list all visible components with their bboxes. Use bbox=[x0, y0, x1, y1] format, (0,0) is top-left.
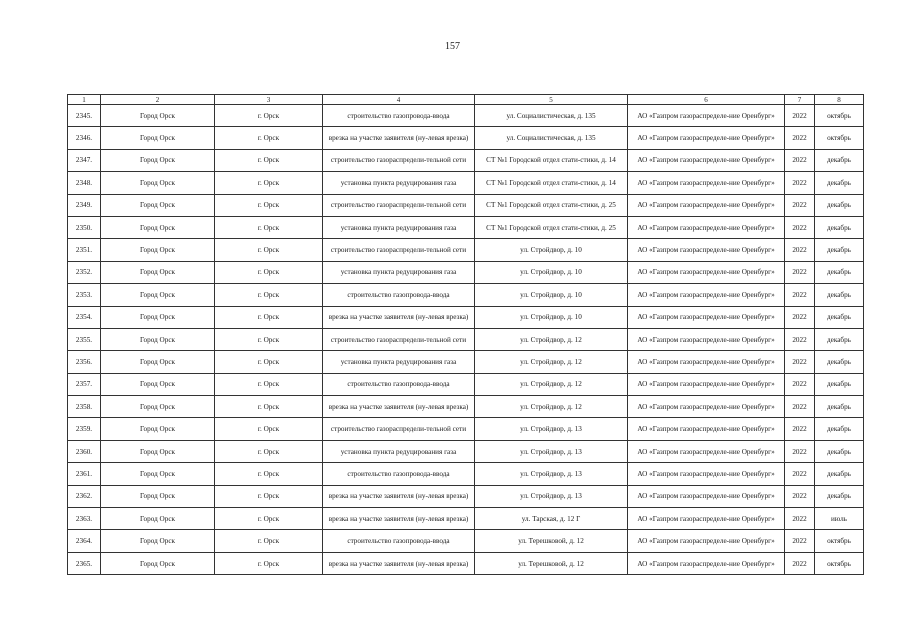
month-cell: декабрь bbox=[815, 306, 864, 328]
table-row bbox=[68, 216, 864, 238]
address-cell: ул. Тарская, д. 12 Г bbox=[475, 508, 628, 530]
year-cell: 2022 bbox=[785, 261, 815, 283]
locality-cell: г. Орск bbox=[215, 216, 323, 238]
year-cell: 2022 bbox=[785, 351, 815, 373]
address-cell: ул. Стройдвор, д. 12 bbox=[475, 396, 628, 418]
work-type-cell: строительство газопровода-ввода bbox=[323, 530, 475, 552]
row-number: 2355. bbox=[68, 328, 101, 350]
row-number: 2359. bbox=[68, 418, 101, 440]
organization-cell: АО «Газпром газораспределе-ние Оренбург» bbox=[628, 328, 785, 350]
locality-cell: г. Орск bbox=[215, 105, 323, 127]
row-number: 2349. bbox=[68, 194, 101, 216]
municipality-cell: Город Орск bbox=[101, 351, 215, 373]
locality-cell: г. Орск bbox=[215, 149, 323, 171]
row-number: 2345. bbox=[68, 105, 101, 127]
work-type-cell: строительство газораспредели-тельной сети bbox=[323, 194, 475, 216]
organization-cell: АО «Газпром газораспределе-ние Оренбург» bbox=[628, 149, 785, 171]
municipality-cell: Город Орск bbox=[101, 172, 215, 194]
locality-cell: г. Орск bbox=[215, 530, 323, 552]
year-cell: 2022 bbox=[785, 194, 815, 216]
table-row bbox=[68, 127, 864, 149]
work-type-cell: врезка на участке заявителя (ну-левая врезка) bbox=[323, 396, 475, 418]
column-number-row bbox=[68, 95, 864, 105]
locality-cell: г. Орск bbox=[215, 172, 323, 194]
month-cell: декабрь bbox=[815, 172, 864, 194]
work-type-cell: врезка на участке заявителя (ну-левая врезка) bbox=[323, 485, 475, 507]
municipality-cell: Город Орск bbox=[101, 485, 215, 507]
column-header: 5 bbox=[475, 95, 628, 105]
address-cell: ул. Стройдвор, д. 10 bbox=[475, 261, 628, 283]
locality-cell: г. Орск bbox=[215, 127, 323, 149]
month-cell: декабрь bbox=[815, 328, 864, 350]
row-number: 2352. bbox=[68, 261, 101, 283]
year-cell: 2022 bbox=[785, 485, 815, 507]
row-number: 2346. bbox=[68, 127, 101, 149]
work-type-cell: врезка на участке заявителя (ну-левая врезка) bbox=[323, 306, 475, 328]
column-header: 1 bbox=[68, 95, 101, 105]
work-type-cell: строительство газораспредели-тельной сети bbox=[323, 239, 475, 261]
address-cell: ул. Стройдвор, д. 10 bbox=[475, 239, 628, 261]
organization-cell: АО «Газпром газораспределе-ние Оренбург» bbox=[628, 216, 785, 238]
table-row bbox=[68, 306, 864, 328]
work-type-cell: строительство газопровода-ввода bbox=[323, 463, 475, 485]
table-row bbox=[68, 396, 864, 418]
municipality-cell: Город Орск bbox=[101, 127, 215, 149]
work-type-cell: установка пункта редуцирования газа bbox=[323, 261, 475, 283]
table-row bbox=[68, 463, 864, 485]
municipality-cell: Город Орск bbox=[101, 261, 215, 283]
address-cell: ул. Стройдвор, д. 13 bbox=[475, 485, 628, 507]
row-number: 2361. bbox=[68, 463, 101, 485]
municipality-cell: Город Орск bbox=[101, 440, 215, 462]
locality-cell: г. Орск bbox=[215, 418, 323, 440]
locality-cell: г. Орск bbox=[215, 508, 323, 530]
page-number: 157 bbox=[445, 41, 460, 52]
address-cell: ул. Стройдвор, д. 10 bbox=[475, 306, 628, 328]
locality-cell: г. Орск bbox=[215, 552, 323, 574]
organization-cell: АО «Газпром газораспределе-ние Оренбург» bbox=[628, 530, 785, 552]
address-cell: ул. Стройдвор, д. 12 bbox=[475, 328, 628, 350]
municipality-cell: Город Орск bbox=[101, 105, 215, 127]
row-number: 2360. bbox=[68, 440, 101, 462]
organization-cell: АО «Газпром газораспределе-ние Оренбург» bbox=[628, 485, 785, 507]
work-type-cell: установка пункта редуцирования газа bbox=[323, 172, 475, 194]
locality-cell: г. Орск bbox=[215, 485, 323, 507]
locality-cell: г. Орск bbox=[215, 194, 323, 216]
locality-cell: г. Орск bbox=[215, 396, 323, 418]
organization-cell: АО «Газпром газораспределе-ние Оренбург» bbox=[628, 284, 785, 306]
table-row bbox=[68, 351, 864, 373]
year-cell: 2022 bbox=[785, 418, 815, 440]
year-cell: 2022 bbox=[785, 508, 815, 530]
table-row bbox=[68, 105, 864, 127]
locality-cell: г. Орск bbox=[215, 239, 323, 261]
year-cell: 2022 bbox=[785, 440, 815, 462]
municipality-cell: Город Орск bbox=[101, 552, 215, 574]
table-row bbox=[68, 239, 864, 261]
row-number: 2347. bbox=[68, 149, 101, 171]
address-cell: СТ №1 Городской отдел стати-стики, д. 14 bbox=[475, 172, 628, 194]
work-type-cell: строительство газопровода-ввода bbox=[323, 284, 475, 306]
month-cell: декабрь bbox=[815, 373, 864, 395]
address-cell: ул. Социалистическая, д. 135 bbox=[475, 127, 628, 149]
month-cell: октябрь bbox=[815, 127, 864, 149]
year-cell: 2022 bbox=[785, 328, 815, 350]
work-type-cell: строительство газораспредели-тельной сети bbox=[323, 328, 475, 350]
row-number: 2365. bbox=[68, 552, 101, 574]
month-cell: июль bbox=[815, 508, 864, 530]
year-cell: 2022 bbox=[785, 463, 815, 485]
row-number: 2350. bbox=[68, 216, 101, 238]
municipality-cell: Город Орск bbox=[101, 508, 215, 530]
row-number: 2348. bbox=[68, 172, 101, 194]
month-cell: декабрь bbox=[815, 216, 864, 238]
table-row bbox=[68, 328, 864, 350]
row-number: 2353. bbox=[68, 284, 101, 306]
municipality-cell: Город Орск bbox=[101, 149, 215, 171]
organization-cell: АО «Газпром газораспределе-ние Оренбург» bbox=[628, 508, 785, 530]
municipality-cell: Город Орск bbox=[101, 373, 215, 395]
address-cell: ул. Стройдвор, д. 10 bbox=[475, 284, 628, 306]
municipality-cell: Город Орск bbox=[101, 284, 215, 306]
year-cell: 2022 bbox=[785, 239, 815, 261]
month-cell: декабрь bbox=[815, 485, 864, 507]
month-cell: декабрь bbox=[815, 149, 864, 171]
locality-cell: г. Орск bbox=[215, 351, 323, 373]
address-cell: ул. Стройдвор, д. 12 bbox=[475, 373, 628, 395]
municipality-cell: Город Орск bbox=[101, 194, 215, 216]
organization-cell: АО «Газпром газораспределе-ние Оренбург» bbox=[628, 172, 785, 194]
locality-cell: г. Орск bbox=[215, 328, 323, 350]
column-header: 2 bbox=[101, 95, 215, 105]
locality-cell: г. Орск bbox=[215, 306, 323, 328]
year-cell: 2022 bbox=[785, 284, 815, 306]
month-cell: декабрь bbox=[815, 351, 864, 373]
address-cell: СТ №1 Городской отдел стати-стики, д. 25 bbox=[475, 216, 628, 238]
row-number: 2356. bbox=[68, 351, 101, 373]
work-type-cell: строительство газопровода-ввода bbox=[323, 373, 475, 395]
address-cell: ул. Стройдвор, д. 13 bbox=[475, 440, 628, 462]
table-row bbox=[68, 284, 864, 306]
table-row bbox=[68, 485, 864, 507]
organization-cell: АО «Газпром газораспределе-ние Оренбург» bbox=[628, 373, 785, 395]
year-cell: 2022 bbox=[785, 149, 815, 171]
month-cell: октябрь bbox=[815, 105, 864, 127]
year-cell: 2022 bbox=[785, 552, 815, 574]
organization-cell: АО «Газпром газораспределе-ние Оренбург» bbox=[628, 306, 785, 328]
column-header: 3 bbox=[215, 95, 323, 105]
address-cell: ул. Терешковой, д. 12 bbox=[475, 530, 628, 552]
year-cell: 2022 bbox=[785, 216, 815, 238]
month-cell: октябрь bbox=[815, 552, 864, 574]
table-row bbox=[68, 530, 864, 552]
table-row bbox=[68, 194, 864, 216]
address-cell: ул. Терешковой, д. 12 bbox=[475, 552, 628, 574]
row-number: 2354. bbox=[68, 306, 101, 328]
table-row bbox=[68, 261, 864, 283]
locality-cell: г. Орск bbox=[215, 440, 323, 462]
municipality-cell: Город Орск bbox=[101, 396, 215, 418]
table-row bbox=[68, 552, 864, 574]
organization-cell: АО «Газпром газораспределе-ние Оренбург» bbox=[628, 552, 785, 574]
address-cell: СТ №1 Городской отдел стати-стики, д. 14 bbox=[475, 149, 628, 171]
column-header: 7 bbox=[785, 95, 815, 105]
municipality-cell: Город Орск bbox=[101, 239, 215, 261]
municipality-cell: Город Орск bbox=[101, 328, 215, 350]
organization-cell: АО «Газпром газораспределе-ние Оренбург» bbox=[628, 194, 785, 216]
organization-cell: АО «Газпром газораспределе-ние Оренбург» bbox=[628, 396, 785, 418]
table-row bbox=[68, 418, 864, 440]
organization-cell: АО «Газпром газораспределе-ние Оренбург» bbox=[628, 418, 785, 440]
year-cell: 2022 bbox=[785, 530, 815, 552]
year-cell: 2022 bbox=[785, 373, 815, 395]
year-cell: 2022 bbox=[785, 105, 815, 127]
organization-cell: АО «Газпром газораспределе-ние Оренбург» bbox=[628, 239, 785, 261]
work-type-cell: установка пункта редуцирования газа bbox=[323, 216, 475, 238]
locality-cell: г. Орск bbox=[215, 261, 323, 283]
table-row bbox=[68, 149, 864, 171]
table-row bbox=[68, 508, 864, 530]
column-header: 6 bbox=[628, 95, 785, 105]
month-cell: декабрь bbox=[815, 440, 864, 462]
row-number: 2358. bbox=[68, 396, 101, 418]
locality-cell: г. Орск bbox=[215, 373, 323, 395]
municipality-cell: Город Орск bbox=[101, 463, 215, 485]
municipality-cell: Город Орск bbox=[101, 530, 215, 552]
year-cell: 2022 bbox=[785, 306, 815, 328]
work-type-cell: строительство газораспредели-тельной сети bbox=[323, 149, 475, 171]
row-number: 2362. bbox=[68, 485, 101, 507]
month-cell: декабрь bbox=[815, 463, 864, 485]
address-cell: ул. Стройдвор, д. 13 bbox=[475, 463, 628, 485]
work-type-cell: врезка на участке заявителя (ну-левая врезка) bbox=[323, 127, 475, 149]
register-table bbox=[67, 94, 864, 575]
month-cell: декабрь bbox=[815, 284, 864, 306]
month-cell: декабрь bbox=[815, 261, 864, 283]
organization-cell: АО «Газпром газораспределе-ние Оренбург» bbox=[628, 351, 785, 373]
organization-cell: АО «Газпром газораспределе-ние Оренбург» bbox=[628, 440, 785, 462]
municipality-cell: Город Орск bbox=[101, 306, 215, 328]
work-type-cell: врезка на участке заявителя (ну-левая врезка) bbox=[323, 508, 475, 530]
work-type-cell: строительство газораспредели-тельной сети bbox=[323, 418, 475, 440]
organization-cell: АО «Газпром газораспределе-ние Оренбург» bbox=[628, 261, 785, 283]
year-cell: 2022 bbox=[785, 172, 815, 194]
row-number: 2364. bbox=[68, 530, 101, 552]
work-type-cell: врезка на участке заявителя (ну-левая врезка) bbox=[323, 552, 475, 574]
work-type-cell: строительство газопровода-ввода bbox=[323, 105, 475, 127]
organization-cell: АО «Газпром газораспределе-ние Оренбург» bbox=[628, 127, 785, 149]
work-type-cell: установка пункта редуцирования газа bbox=[323, 440, 475, 462]
row-number: 2363. bbox=[68, 508, 101, 530]
municipality-cell: Город Орск bbox=[101, 418, 215, 440]
organization-cell: АО «Газпром газораспределе-ние Оренбург» bbox=[628, 105, 785, 127]
month-cell: октябрь bbox=[815, 530, 864, 552]
address-cell: ул. Стройдвор, д. 13 bbox=[475, 418, 628, 440]
work-type-cell: установка пункта редуцирования газа bbox=[323, 351, 475, 373]
column-header: 8 bbox=[815, 95, 864, 105]
locality-cell: г. Орск bbox=[215, 284, 323, 306]
month-cell: декабрь bbox=[815, 194, 864, 216]
row-number: 2357. bbox=[68, 373, 101, 395]
table-row bbox=[68, 172, 864, 194]
table-row bbox=[68, 440, 864, 462]
month-cell: декабрь bbox=[815, 239, 864, 261]
month-cell: декабрь bbox=[815, 418, 864, 440]
locality-cell: г. Орск bbox=[215, 463, 323, 485]
year-cell: 2022 bbox=[785, 396, 815, 418]
address-cell: СТ №1 Городской отдел стати-стики, д. 25 bbox=[475, 194, 628, 216]
month-cell: декабрь bbox=[815, 396, 864, 418]
row-number: 2351. bbox=[68, 239, 101, 261]
address-cell: ул. Стройдвор, д. 12 bbox=[475, 351, 628, 373]
municipality-cell: Город Орск bbox=[101, 216, 215, 238]
organization-cell: АО «Газпром газораспределе-ние Оренбург» bbox=[628, 463, 785, 485]
column-header: 4 bbox=[323, 95, 475, 105]
address-cell: ул. Социалистическая, д. 135 bbox=[475, 105, 628, 127]
year-cell: 2022 bbox=[785, 127, 815, 149]
table-row bbox=[68, 373, 864, 395]
